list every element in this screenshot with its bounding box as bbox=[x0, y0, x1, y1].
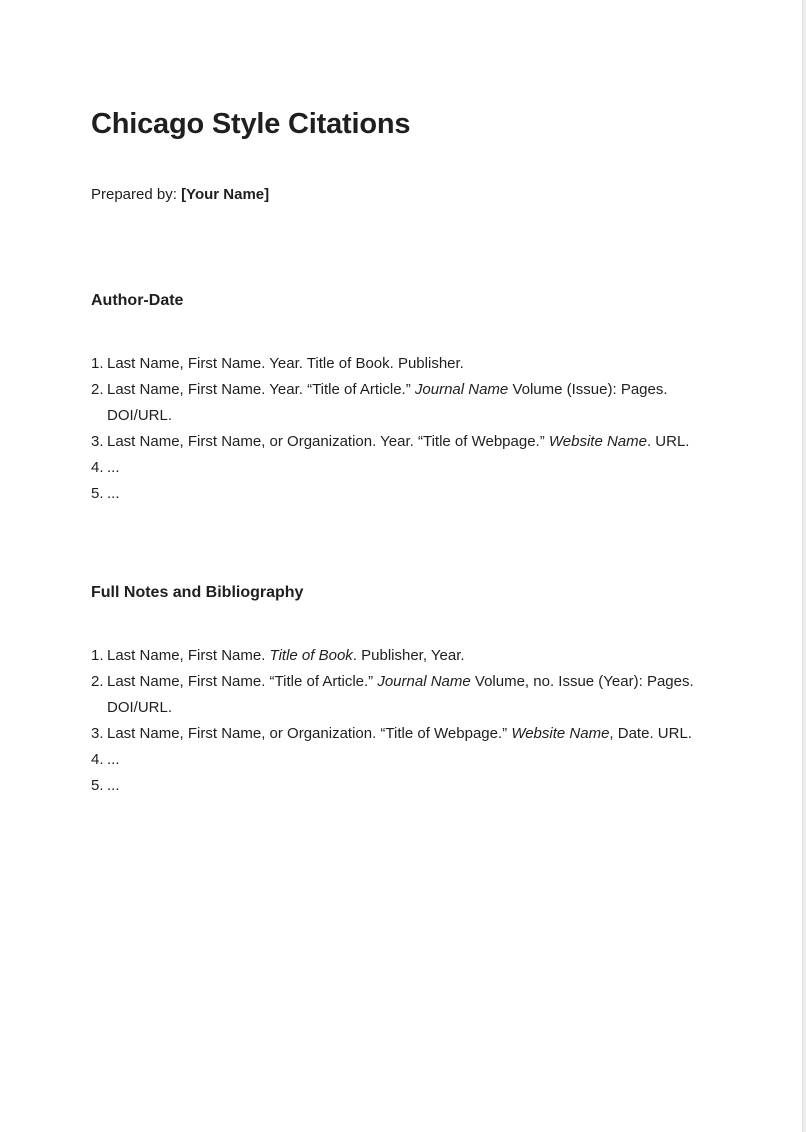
citation-text: Volume, no. Issue (Year): Pages. DOI/URL. bbox=[107, 673, 694, 716]
citation-item bbox=[91, 643, 706, 669]
list-number: 2. bbox=[91, 673, 104, 690]
citation-text: . Publisher, Year. bbox=[352, 647, 465, 664]
list-number: 3. bbox=[91, 433, 104, 450]
list-number: 2. bbox=[91, 381, 104, 398]
citation-text: , Date. URL. bbox=[609, 725, 692, 742]
section-heading-notes-bibliography: Full Notes and Bibliography bbox=[91, 584, 304, 601]
citation-text: Last Name, First Name. Year. Title of Book. Publisher. bbox=[107, 355, 464, 372]
citation-italic-text: Website Name bbox=[511, 725, 610, 742]
page-edge bbox=[802, 0, 806, 1132]
citation-text: Last Name, First Name, or Organization. Year. “Title of Webpage.” bbox=[107, 433, 549, 450]
list-number: 1. bbox=[91, 647, 104, 664]
notes-bibliography-list bbox=[91, 643, 706, 799]
citation-text: Volume (Issue): Pages. DOI/URL. bbox=[107, 381, 668, 424]
citation-text: Last Name, First Name, or Organization. “Title of Webpage.” bbox=[107, 725, 512, 742]
citation-item bbox=[91, 455, 706, 481]
list-number: 5. bbox=[91, 777, 104, 794]
prepared-by-value: [Your Name] bbox=[181, 186, 270, 203]
citation-item bbox=[91, 351, 706, 377]
citation-text: Last Name, First Name. “Title of Article.” bbox=[107, 673, 378, 690]
citation-italic-text: Title of Book bbox=[269, 647, 353, 664]
list-number: 3. bbox=[91, 725, 104, 742]
citation-item bbox=[91, 377, 706, 429]
citation-italic-text: Journal Name bbox=[414, 381, 509, 398]
citation-text: Last Name, First Name. Year. “Title of Article.” bbox=[107, 381, 415, 398]
citation-text: ... bbox=[107, 751, 120, 768]
list-number: 4. bbox=[91, 751, 104, 768]
citation-item bbox=[91, 481, 706, 507]
citation-text: Last Name, First Name. bbox=[107, 647, 270, 664]
prepared-by-label: Prepared by: bbox=[91, 186, 177, 203]
citation-text: ... bbox=[107, 459, 120, 476]
citation-text: . URL. bbox=[646, 433, 690, 450]
citation-text: ... bbox=[107, 777, 120, 794]
citation-item bbox=[91, 429, 706, 455]
list-number: 1. bbox=[91, 355, 104, 372]
list-number: 4. bbox=[91, 459, 104, 476]
prepared-by bbox=[91, 186, 269, 203]
citation-item bbox=[91, 747, 706, 773]
page-title: Chicago Style Citations bbox=[91, 108, 411, 140]
citation-item bbox=[91, 669, 706, 721]
list-number: 5. bbox=[91, 485, 104, 502]
citation-italic-text: Website Name bbox=[548, 433, 647, 450]
author-date-list bbox=[91, 351, 706, 507]
citation-text: ... bbox=[107, 485, 120, 502]
citation-item bbox=[91, 773, 706, 799]
section-heading-author-date: Author-Date bbox=[91, 292, 184, 309]
citation-italic-text: Journal Name bbox=[377, 673, 471, 690]
citation-item bbox=[91, 721, 706, 747]
